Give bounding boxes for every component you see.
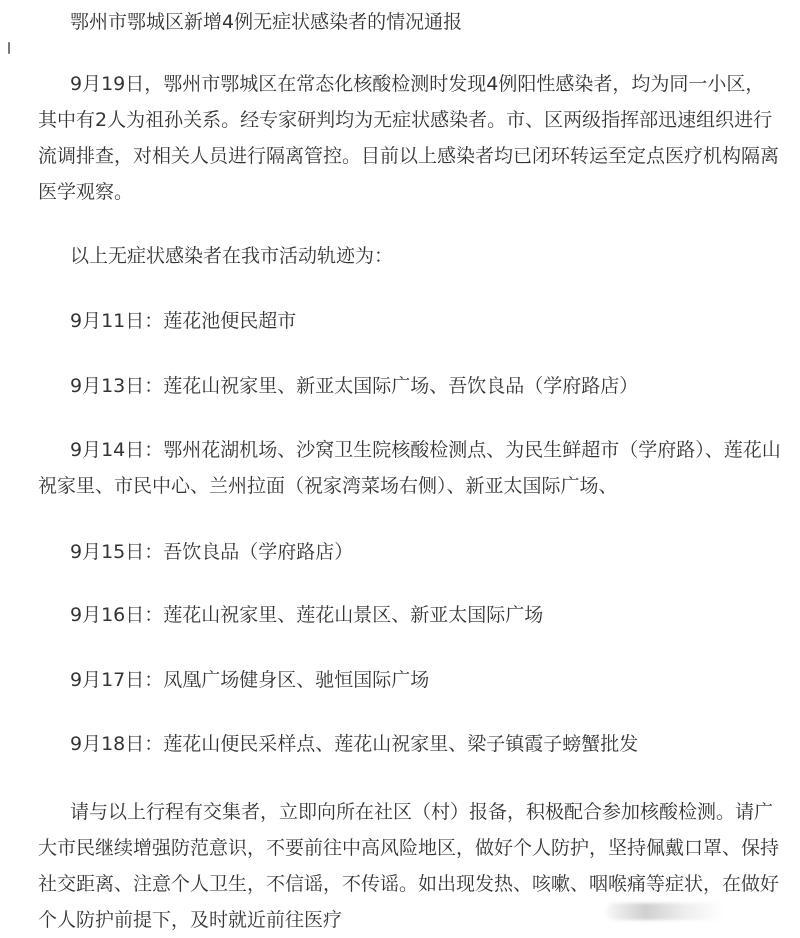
activity-trajectory-heading: 以上无症状感染者在我市活动轨迹为： xyxy=(70,245,394,267)
public-guidance-paragraph: 请与以上行程有交集者，立即向所在社区（村）报备，积极配合参加核酸检测。请广大市民继续增强防范意识，不要前往中高风险地区，做好个人防护，坚持佩戴口罩、保持社交距离、注意个人卫生，不信谣，不传谣。如出现发热、咳嗽、咽喉痛等症状，在做好个人防护前提下，及时就近前往医疗 xyxy=(38,801,780,931)
trajectory-item-sep-15: 9月15日：吾饮良品（学府路店） xyxy=(70,541,354,563)
trajectory-item-sep-11: 9月11日：莲花池便民超市 xyxy=(70,310,297,332)
trajectory-item-sep-13: 9月13日：莲花山祝家里、新亚太国际广场、吾饮良品（学府路店） xyxy=(70,375,639,397)
left-edge-mark xyxy=(8,42,10,54)
trajectory-item-sep-16: 9月16日：莲花山祝家里、莲花山景区、新亚太国际广场 xyxy=(70,604,544,626)
trajectory-item-sep-14: 9月14日：鄂州花湖机场、沙窝卫生院核酸检测点、为民生鲜超市（学府路）、莲花山祝家里、市民中心、兰州拉面（祝家湾菜场右侧）、新亚太国际广场、 xyxy=(38,439,781,497)
blurred-watermark-overlay xyxy=(606,903,724,920)
trajectory-item-sep-17: 9月17日：凤凰广场健身区、驰恒国际广场 xyxy=(70,669,430,691)
notice-title: 鄂州市鄂城区新增4例无症状感染者的情况通报 xyxy=(70,11,463,33)
case-summary-paragraph: 9月19日，鄂州市鄂城区在常态化核酸检测时发现4例阳性感染者，均为同一小区，其中有2人为祖孙关系。经专家研判均为无症状感染者。市、区两级指挥部迅速组织进行流调排查，对相关人员进行隔离管控。目前以上感染者均已闭环转运至定点医疗机构隔离医学观察。 xyxy=(38,73,780,203)
trajectory-item-sep-18: 9月18日：莲花山便民采样点、莲花山祝家里、梁子镇霞子螃蟹批发 xyxy=(70,733,639,755)
